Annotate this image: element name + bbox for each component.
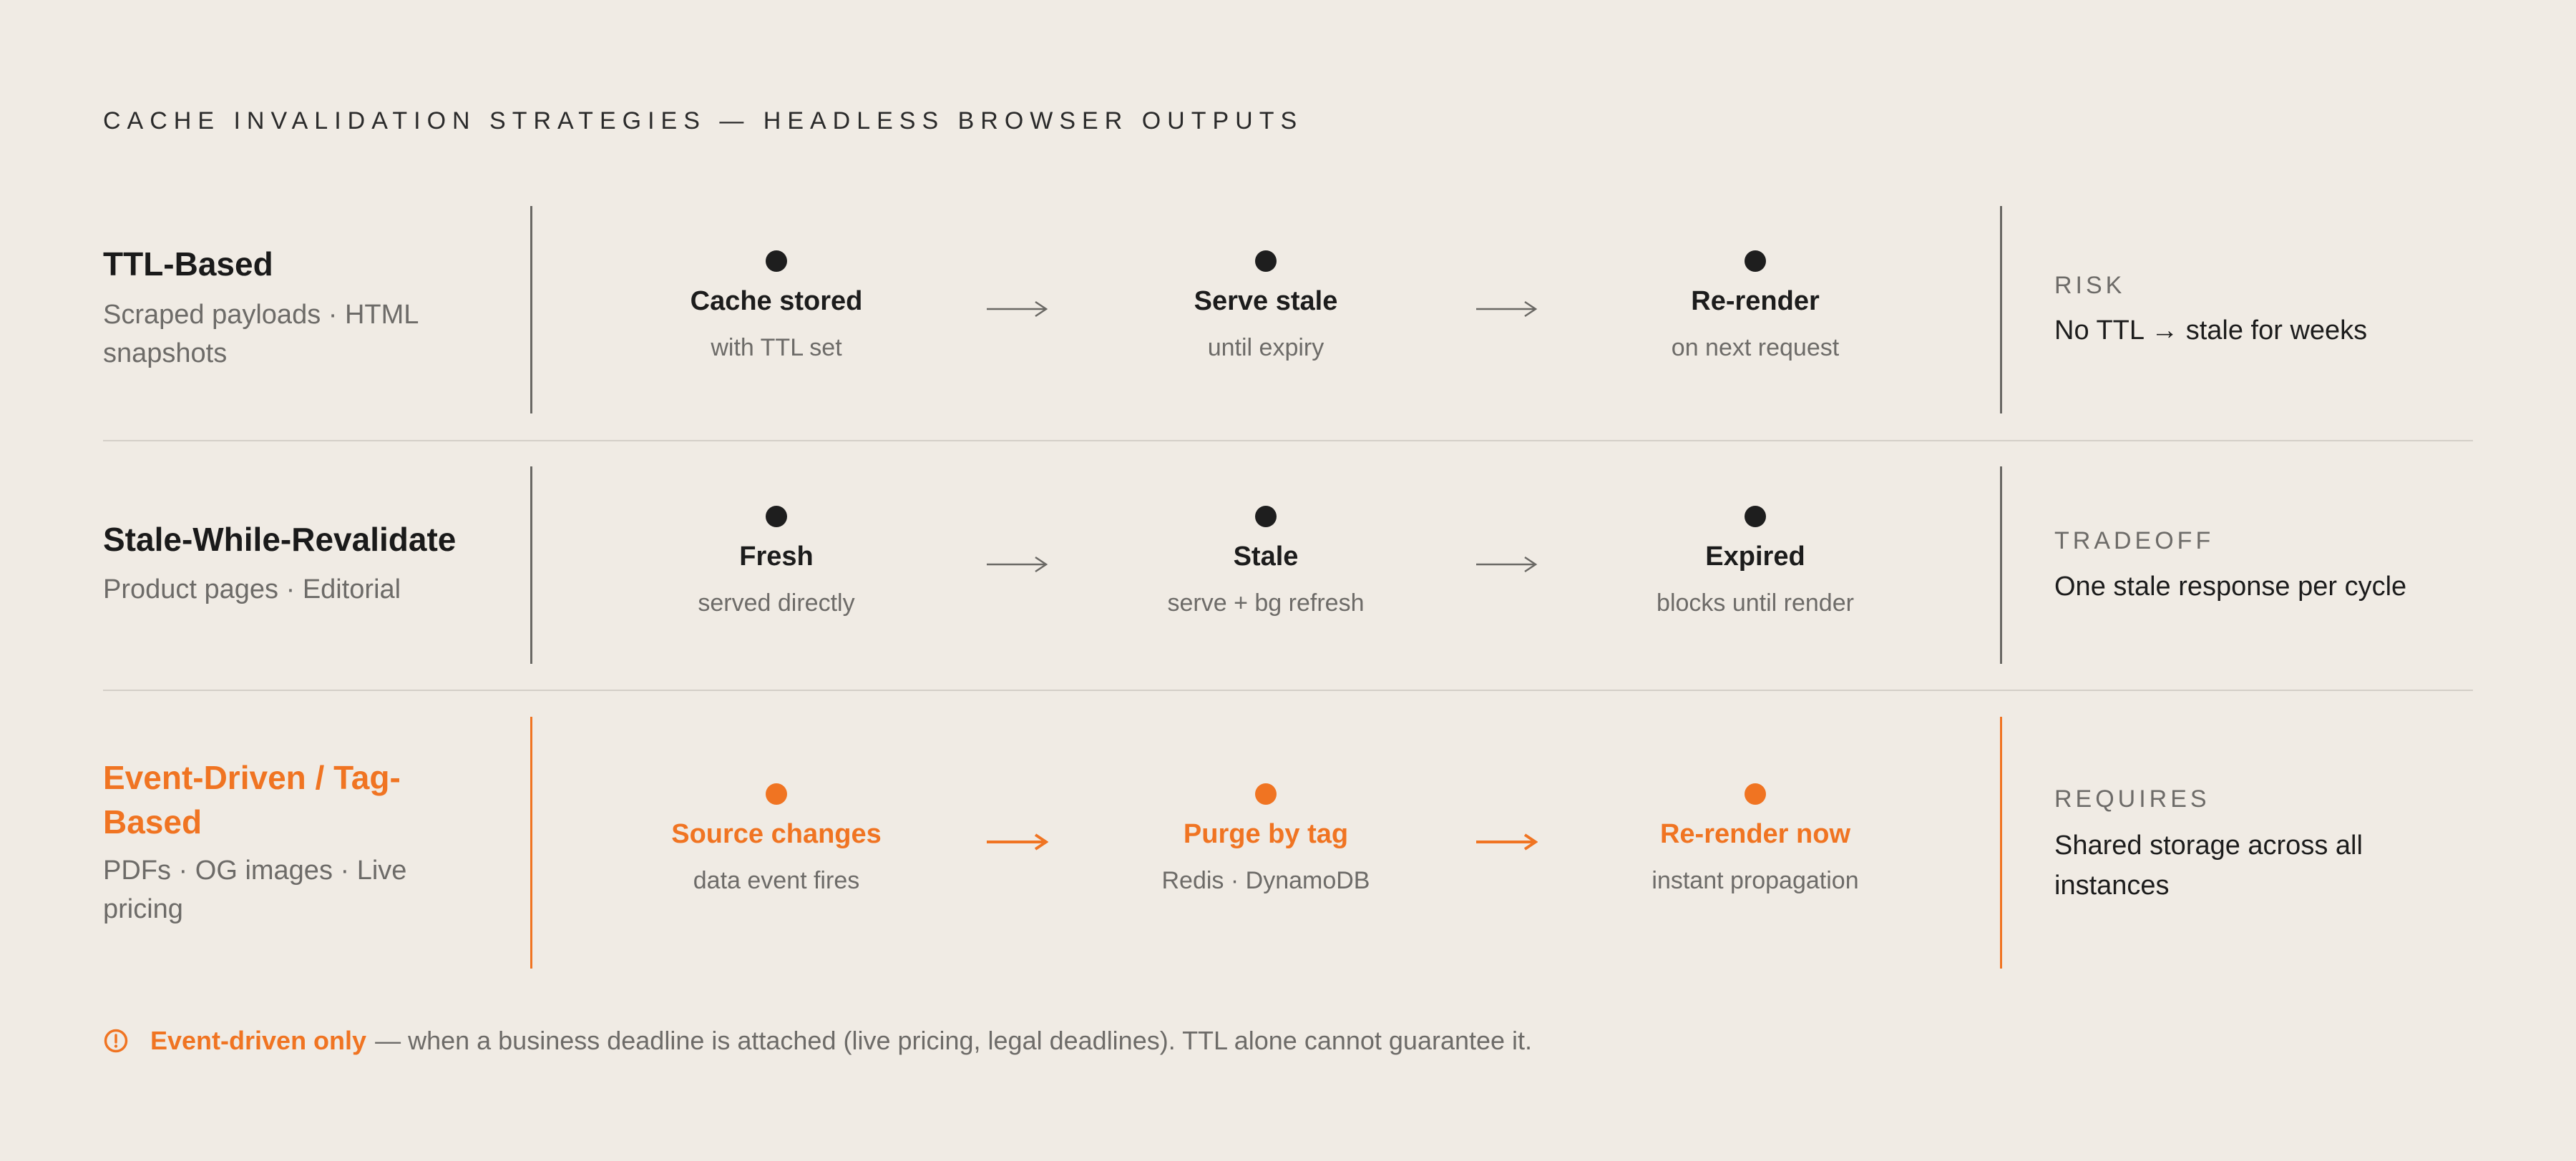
step-dot: [1255, 250, 1277, 272]
step-subtitle: serve + bg refresh: [1167, 589, 1365, 617]
row-tags: Scraped payloads · HTML snapshots: [103, 300, 419, 368]
flow-step: [1576, 506, 1934, 619]
footer-text: — when a business deadline is attached (live pricing, legal deadlines). TTL alone cannot guarantee it.: [375, 1026, 1533, 1055]
flow-step: [1576, 250, 1934, 363]
row-tags: PDFs · OG images · Live pricing: [103, 856, 407, 924]
page-title: CACHE INVALIDATION STRATEGIES — HEADLESS BROWSER OUTPUTS: [103, 107, 1304, 134]
side-text: No TTL → stale for weeks: [2054, 315, 2368, 346]
flow-step: [1087, 250, 1445, 363]
row-name: Event-Driven / Tag-Based: [103, 759, 401, 841]
step-title: Fresh: [739, 542, 814, 572]
alert-circle-icon: [103, 1028, 129, 1054]
step-title: Stale: [1233, 542, 1299, 572]
arrow-right-icon: [1476, 556, 1538, 573]
side-label: TRADEOFF: [2054, 527, 2215, 554]
flow-step: [597, 506, 955, 619]
side-label: RISK: [2054, 272, 2126, 299]
step-subtitle: Redis · DynamoDB: [1161, 867, 1370, 894]
row-divider-left: [530, 466, 532, 664]
flow-step: [1087, 783, 1445, 896]
step-dot: [1745, 506, 1766, 527]
step-subtitle: with TTL set: [711, 334, 842, 361]
side-label: REQUIRES: [2054, 785, 2210, 813]
flow-step: [597, 783, 955, 896]
footer-lead: Event-driven only: [150, 1026, 367, 1055]
flow-step: [1576, 783, 1934, 896]
row-divider-left: [530, 717, 532, 969]
row-divider-right: [2000, 717, 2002, 969]
flow-step: [597, 250, 955, 363]
step-subtitle: on next request: [1671, 334, 1840, 361]
row-divider-left: [530, 206, 532, 413]
arrow-right-icon: [987, 300, 1048, 318]
step-title: Re-render: [1691, 286, 1820, 316]
step-subtitle: instant propagation: [1652, 867, 1859, 894]
step-dot: [1745, 783, 1766, 805]
row-divider-right: [2000, 466, 2002, 664]
row-separator: [103, 690, 2473, 691]
step-subtitle: data event fires: [693, 867, 860, 894]
row-name: TTL-Based: [103, 245, 273, 283]
footer-note: [103, 1023, 1532, 1059]
step-subtitle: served directly: [698, 589, 855, 617]
step-title: Serve stale: [1194, 286, 1338, 316]
step-dot: [766, 506, 787, 527]
row-tags: Product pages · Editorial: [103, 574, 401, 604]
step-title: Cache stored: [690, 286, 863, 316]
side-text: Shared storage across all instances: [2054, 831, 2363, 901]
arrow-right-icon: [1476, 300, 1538, 318]
side-text: One stale response per cycle: [2054, 572, 2407, 602]
arrow-right-icon: [987, 833, 1048, 851]
step-dot: [1255, 783, 1277, 805]
row-divider-right: [2000, 206, 2002, 413]
step-title: Source changes: [671, 819, 882, 849]
step-title: Purge by tag: [1183, 819, 1349, 849]
step-dot: [1255, 506, 1277, 527]
flow-step: [1087, 506, 1445, 619]
arrow-right-icon: [1476, 833, 1538, 851]
step-title: Re-render now: [1659, 819, 1851, 849]
step-subtitle: blocks until render: [1657, 589, 1854, 617]
step-title: Expired: [1705, 542, 1805, 572]
step-subtitle: until expiry: [1207, 334, 1324, 361]
arrow-right-icon: [987, 556, 1048, 573]
step-dot: [766, 783, 787, 805]
step-dot: [766, 250, 787, 272]
row-separator: [103, 440, 2473, 441]
step-dot: [1745, 250, 1766, 272]
row-name: Stale-While-Revalidate: [103, 521, 457, 558]
